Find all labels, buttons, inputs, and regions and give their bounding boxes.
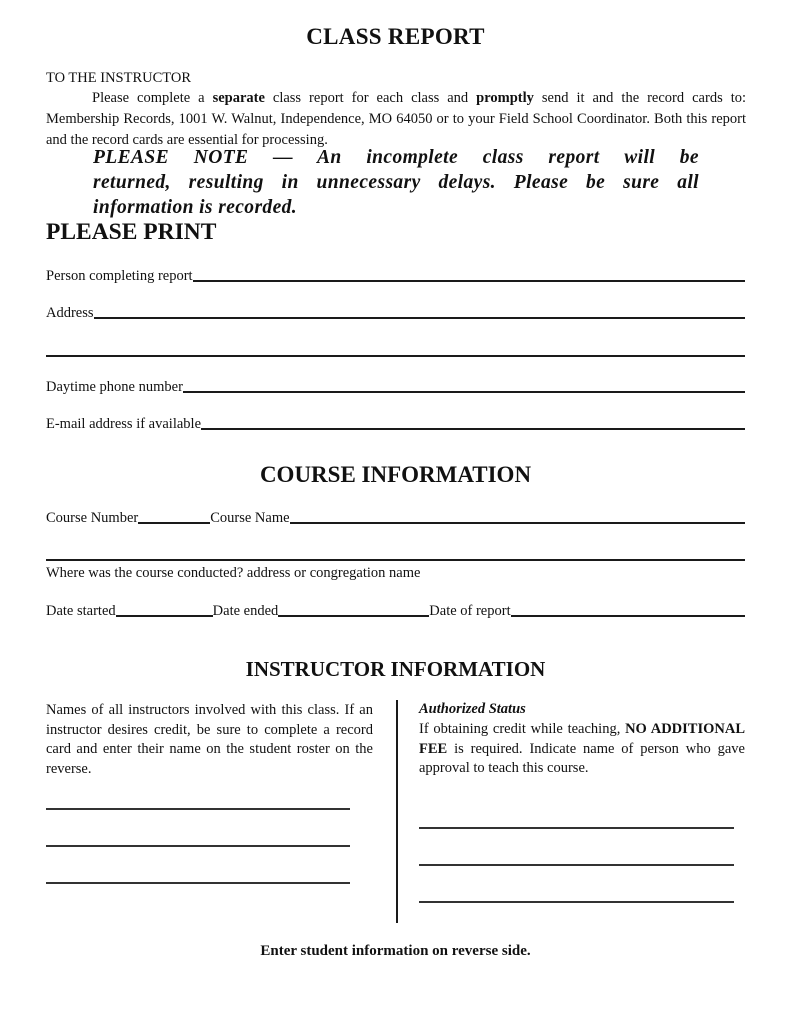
person-completing-field	[46, 265, 745, 285]
intro-text: class report for each class and	[264, 90, 477, 106]
email-label: E-mail address if available	[46, 416, 202, 432]
column-divider	[396, 700, 398, 923]
date-of-report-label: Date of report	[429, 603, 511, 619]
intro-text: send it and the record cards to: Membership Records, 1001 W. Walnut, Independence, MO 64050 or to your Field School Coordinator. Both this report and the record cards are essential for processing.	[46, 90, 746, 148]
to-instructor-heading: TO THE INSTRUCTOR	[46, 70, 192, 86]
instructor-name-line-2[interactable]	[46, 845, 350, 847]
date-of-report-input-line[interactable]	[511, 615, 745, 617]
intro-emphasis-separate: separate	[212, 90, 265, 106]
phone-field	[46, 376, 745, 396]
person-completing-label: Person completing report	[46, 268, 193, 284]
address-label: Address	[46, 305, 94, 321]
course-name-input-line[interactable]	[290, 522, 745, 524]
footer-note: Enter student information on reverse side.	[260, 943, 531, 959]
no-additional-fee-emphasis: NO ADDITIONAL FEE	[419, 721, 746, 757]
please-print-heading: PLEASE PRINT	[46, 219, 217, 245]
instructor-name-line-1[interactable]	[46, 808, 350, 810]
course-name-label: Course Name	[210, 510, 290, 526]
address-input-line[interactable]	[94, 317, 745, 319]
note-line-1: PLEASE NOTE — An incomplete class report will be	[93, 147, 699, 168]
authorized-status-text	[419, 720, 745, 779]
course-information-heading: COURSE INFORMATION	[259, 462, 532, 487]
approver-line-1[interactable]	[419, 827, 734, 829]
instructor-name-line-3[interactable]	[46, 882, 350, 884]
page-title: CLASS REPORT	[306, 24, 485, 49]
authorized-text: If obtaining credit while teaching,	[419, 721, 626, 737]
date-ended-input-line[interactable]	[278, 615, 429, 617]
instructor-names-instructions: Names of all instructors involved with this class. If an instructor desires credit, be sure to complete a record card and enter their name on the student roster on the reverse.	[46, 702, 373, 777]
intro-text: Please complete a	[92, 90, 213, 106]
please-note-warning	[93, 145, 699, 220]
approver-line-3[interactable]	[419, 901, 734, 903]
date-started-label: Date started	[46, 603, 116, 619]
address-field	[46, 302, 745, 322]
date-ended-label: Date ended	[212, 603, 279, 619]
approver-line-2[interactable]	[419, 864, 734, 866]
phone-label: Daytime phone number	[46, 379, 183, 395]
course-number-input-line[interactable]	[138, 522, 210, 524]
date-started-input-line[interactable]	[116, 615, 213, 617]
authorized-text: is required. Indicate name of person who gave approval to teach this course.	[419, 740, 745, 776]
phone-input-line[interactable]	[183, 391, 745, 393]
course-number-name-row	[46, 507, 745, 527]
dates-row	[46, 600, 745, 620]
course-number-label: Course Number	[46, 510, 139, 526]
authorized-status-heading: Authorized Status	[419, 701, 526, 717]
intro-emphasis-promptly: promptly	[476, 90, 534, 106]
note-rest: returned, resulting in unnecessary delays. Please be sure all information is recorded.	[93, 172, 699, 218]
email-input-line[interactable]	[201, 428, 745, 430]
person-completing-input-line[interactable]	[193, 280, 745, 282]
email-field	[46, 413, 745, 433]
instructions-paragraph	[46, 88, 746, 151]
course-location-line[interactable]	[46, 559, 745, 561]
instructor-information-heading: INSTRUCTOR INFORMATION	[245, 657, 546, 681]
address-line-2[interactable]	[46, 355, 745, 357]
course-location-label: Where was the course conducted? address or congregation name	[46, 565, 421, 581]
